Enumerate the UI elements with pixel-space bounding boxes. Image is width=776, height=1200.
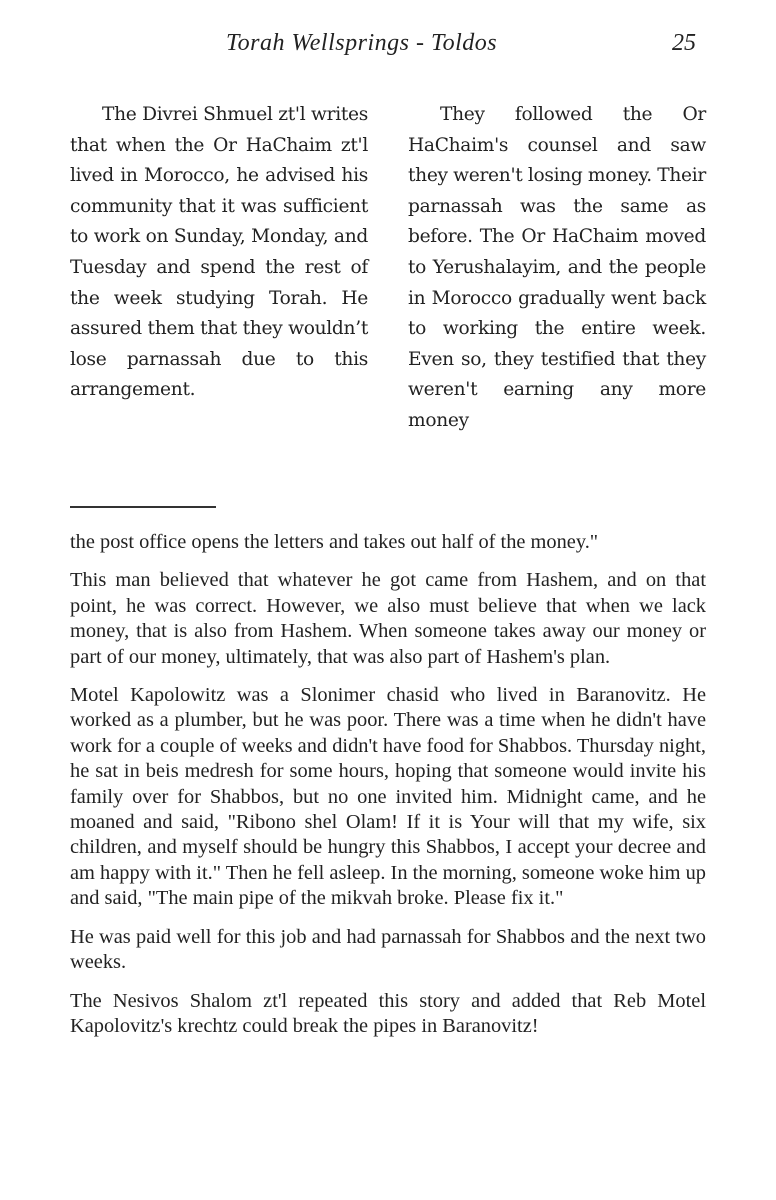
footnote-paragraph: He was paid well for this job and had parnassah for Shabbos and the next two weeks.: [70, 925, 706, 974]
footnote-paragraph: The Nesivos Shalom zt'l repeated this story and added that Reb Motel Kapolovitz's krechtz could break the pipes in Baranovitz!: [70, 989, 706, 1037]
footnotes-section: [70, 530, 706, 1052]
footnote-paragraph: Motel Kapolowitz was a Slonimer chasid who lived in Baranovitz. He worked as a plumber, but he was poor. There was a time when he didn't have work for a couple of weeks and didn't have food for Shabbos. Thursday night, he sat in beis medresh for some hours, hoping that someone would invite his family over for Shabbos, but no one invited him. Midnight came, and he moaned and said, "Ribono shel Olam! If it is Your will that my wife, six children, and myself should be hungry this Shabbos, I accept your decree and am happy with it." Then he fell asleep. In the morning, someone woke him up and said, "The main pipe of the mikvah broke. Please fix it.": [70, 684, 706, 910]
left-column: [70, 100, 368, 437]
page-number: 25: [672, 30, 696, 56]
main-text-columns: [70, 100, 706, 437]
paragraph: The Divrei Shmuel zt'l writes that when the Or HaChaim zt'l lived in Morocco, he advised his community that it was sufficient to work on Sunday, Monday, and Tuesday and spend the rest of the week studying Torah. He assured them that they wouldn’t lose parnassah due to this arrangement.: [70, 104, 368, 401]
paragraph: They followed the Or HaChaim's counsel and saw they weren't losing money. Their parnassah was the same as before. The Or HaChaim moved to Yerushalayim, and the people in Morocco gradually went back to working the entire week. Even so, they testified that they weren't earning any more money: [408, 104, 706, 431]
footnote-divider: [70, 506, 216, 508]
footnote-paragraph: This man believed that whatever he got came from Hashem, and on that point, he was correct. However, we also must believe that when we lack money, that is also from Hashem. When someone takes away our money or part of our money, ultimately, that was also part of Hashem's plan.: [70, 569, 706, 668]
book-title: Torah Wellsprings - Toldos: [226, 30, 498, 56]
running-header: [0, 30, 776, 60]
right-column: [408, 100, 706, 437]
footnote-paragraph: the post office opens the letters and takes out half of the money.": [70, 531, 599, 553]
